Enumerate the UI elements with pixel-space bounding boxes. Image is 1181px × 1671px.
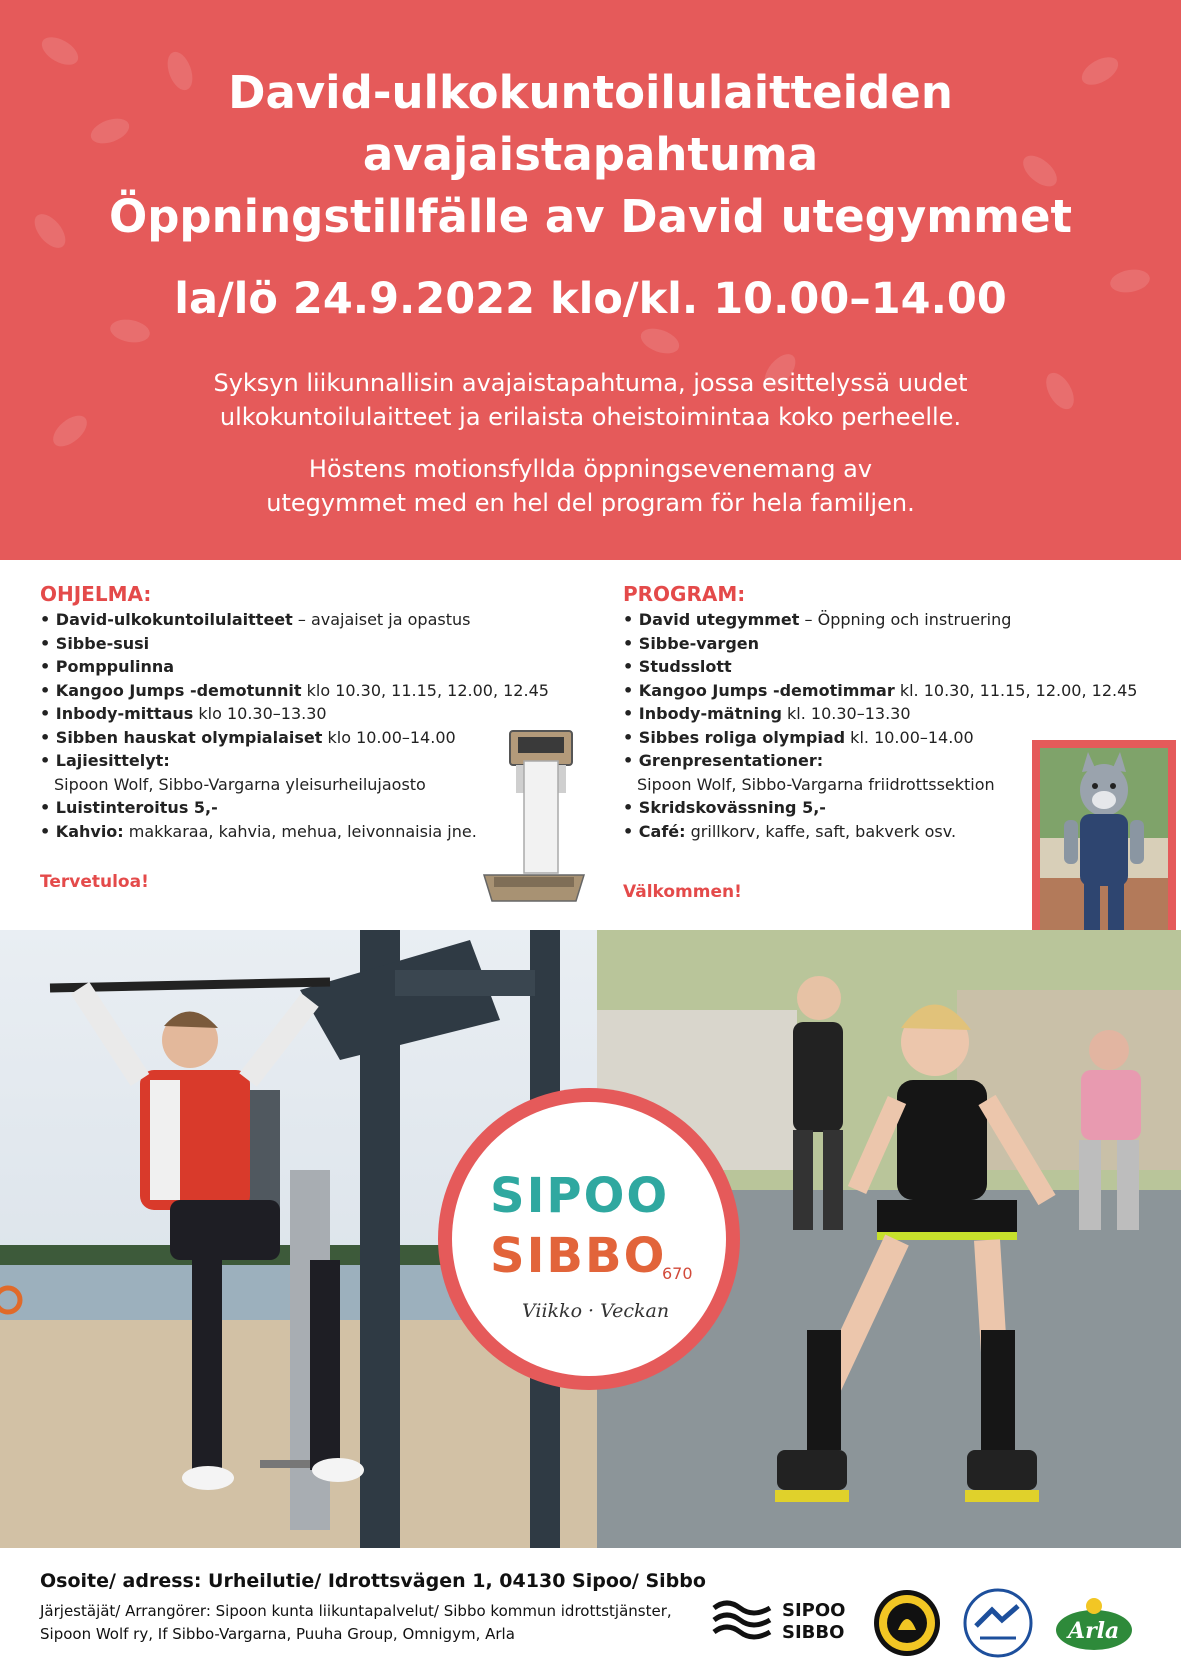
bullet-icon: • <box>40 657 56 676</box>
program-item <box>40 679 549 703</box>
bullet-icon: • <box>623 727 639 747</box>
arla-wordmark: Arla <box>1068 1618 1120 1644</box>
bullet-icon: • <box>623 704 639 723</box>
title-line-3: Öppningstillfälle av David utegymmet <box>108 190 1073 243</box>
intro-sv-line-2: utegymmet med en hel del program för hela familjen. <box>266 489 915 517</box>
program-item <box>40 608 549 632</box>
page-title <box>0 62 1181 248</box>
program-item-detail: klo 10.30–13.30 <box>193 704 327 723</box>
program-item-title: Inbody-mittaus <box>55 704 194 723</box>
arla-logo <box>1054 1596 1134 1652</box>
program-item <box>40 632 549 656</box>
program-item-title: David-ulkokuntoilulaitteet <box>55 610 293 629</box>
program-item-title: Pomppulinna <box>55 657 175 676</box>
program-item <box>40 749 549 773</box>
bullet-icon: • <box>40 798 56 817</box>
program-item-detail: klo 10.30, 11.15, 12.00, 12.45 <box>301 680 549 700</box>
bullet-icon: • <box>623 798 639 817</box>
bullet-icon: • <box>40 680 56 700</box>
program-item <box>40 820 549 844</box>
program-item-title: Sibbe-vargen <box>638 633 760 653</box>
intro-finnish <box>0 366 1181 434</box>
sibbo-wordmark: SIBBO <box>782 1622 845 1643</box>
intro-fi-line-2: ulkokuntoilulaitteet ja erilaista oheistoimintaa koko perheelle. <box>219 403 962 431</box>
leaf-decoration <box>637 324 682 358</box>
intro-swedish <box>0 452 1181 520</box>
bullet-icon: • <box>40 727 56 747</box>
program-item-detail: klo 10.00–14.00 <box>322 727 456 747</box>
program-item-title: Skridskovässning 5,- <box>638 798 826 817</box>
bullet-icon: • <box>623 751 639 770</box>
logo-tagline: Viikko · Veckan <box>522 1300 670 1322</box>
sipoo-sibbo-municipal-logo <box>712 1598 852 1642</box>
program-item-title: Studsslott <box>638 657 732 676</box>
program-item-title: Kangoo Jumps -demotimmar <box>638 680 895 700</box>
program-item-title: David utegymmet <box>638 610 800 629</box>
sipoon-wolf-logo <box>872 1588 942 1658</box>
program-item-detail: kl. 10.30–13.30 <box>781 704 911 723</box>
program-item-title: Luistinteroitus 5,- <box>55 798 218 817</box>
program-item <box>623 702 1137 726</box>
program-item-title: Café: <box>638 821 686 841</box>
bullet-icon: • <box>40 610 56 629</box>
program-item-detail: – avajaiset ja opastus <box>292 610 471 629</box>
address: Osoite/ adress: Urheilutie/ Idrottsvägen 1, 04130 Sipoo/ Sibbo <box>40 1570 706 1592</box>
program-list-fi <box>40 608 549 843</box>
program-item-title: Inbody-mätning <box>638 704 782 723</box>
program-item-title: Kangoo Jumps -demotunnit <box>55 680 302 700</box>
welcome-fi: Tervetuloa! <box>40 872 149 892</box>
organizers: Järjestäjät/ Arrangörer: Sipoon kunta liikuntapalvelut/ Sibbo kommun idrottstjänster, Sipoon Wolf ry, If Sibbo-Vargarna, Puuha Group, Omnigym, Arla <box>40 1602 672 1643</box>
logo-line-2: SIBBO <box>490 1228 667 1284</box>
logo-inner-circle <box>452 1102 726 1376</box>
program-item <box>623 655 1137 679</box>
inbody-scale-image <box>480 725 590 903</box>
intro-fi-line-1: Syksyn liikunnallisin avajaistapahtuma, jossa esittelyssä uudet <box>213 369 968 397</box>
intro-sv-line-1: Höstens motionsfyllda öppningsevenemang av <box>308 455 873 483</box>
program-item-sub: Sipoon Wolf, Sibbo-Vargarna friidrottssektion <box>637 774 995 794</box>
logo-line-1: SIPOO <box>490 1168 670 1224</box>
logo-number: 670 <box>662 1264 693 1283</box>
program-item <box>40 702 549 726</box>
program-heading-fi: OHJELMA: <box>40 582 152 606</box>
program-item <box>40 796 549 820</box>
program-item-detail: – Öppning och instruering <box>799 610 1012 629</box>
bullet-icon: • <box>623 657 639 676</box>
title-line-1: David-ulkokuntoilulaitteiden <box>228 66 953 119</box>
program-item-title: Kahvio: <box>55 821 124 841</box>
bullet-icon: • <box>40 821 56 841</box>
program-item-detail: makkaraa, kahvia, mehua, leivonnaisia jne. <box>123 821 477 841</box>
program-heading-sv: PROGRAM: <box>623 582 746 606</box>
program-item <box>623 679 1137 703</box>
hero-banner <box>0 0 1181 560</box>
program-item <box>40 655 549 679</box>
program-item-title: Lajiesittelyt: <box>55 751 170 770</box>
program-item-title: Sibbes roliga olympiad <box>638 727 846 747</box>
bullet-icon: • <box>623 821 639 841</box>
program-item-sub: Sipoon Wolf, Sibbo-Vargarna yleisurheilujaosto <box>54 774 426 794</box>
program-finnish <box>40 582 549 843</box>
bullet-icon: • <box>623 633 639 653</box>
sipoo-wordmark: SIPOO <box>782 1600 846 1621</box>
welcome-sv: Välkommen! <box>623 882 742 902</box>
program-item-title: Sibben hauskat olympialaiset <box>55 727 323 747</box>
bullet-icon: • <box>623 610 639 629</box>
program-item <box>623 632 1137 656</box>
wave-icon <box>712 1598 772 1642</box>
program-item <box>40 726 549 750</box>
sibbo-vargarna-logo <box>962 1588 1034 1658</box>
program-item-title: Grenpresentationer: <box>638 751 824 770</box>
program-item-detail: grillkorv, kaffe, saft, bakverk osv. <box>685 821 957 841</box>
program-item-detail: kl. 10.30, 11.15, 12.00, 12.45 <box>894 680 1138 700</box>
sipoo-sibbo-logo-badge <box>438 1088 740 1390</box>
bullet-icon: • <box>40 751 56 770</box>
program-item <box>623 608 1137 632</box>
bullet-icon: • <box>623 680 639 700</box>
program-item-title: Sibbe-susi <box>55 633 150 653</box>
event-date: la/lö 24.9.2022 klo/kl. 10.00–14.00 <box>174 274 1007 324</box>
program-item-detail: kl. 10.00–14.00 <box>845 727 974 747</box>
bullet-icon: • <box>40 633 56 653</box>
bullet-icon: • <box>40 704 56 723</box>
title-line-2: avajaistapahtuma <box>362 128 819 181</box>
